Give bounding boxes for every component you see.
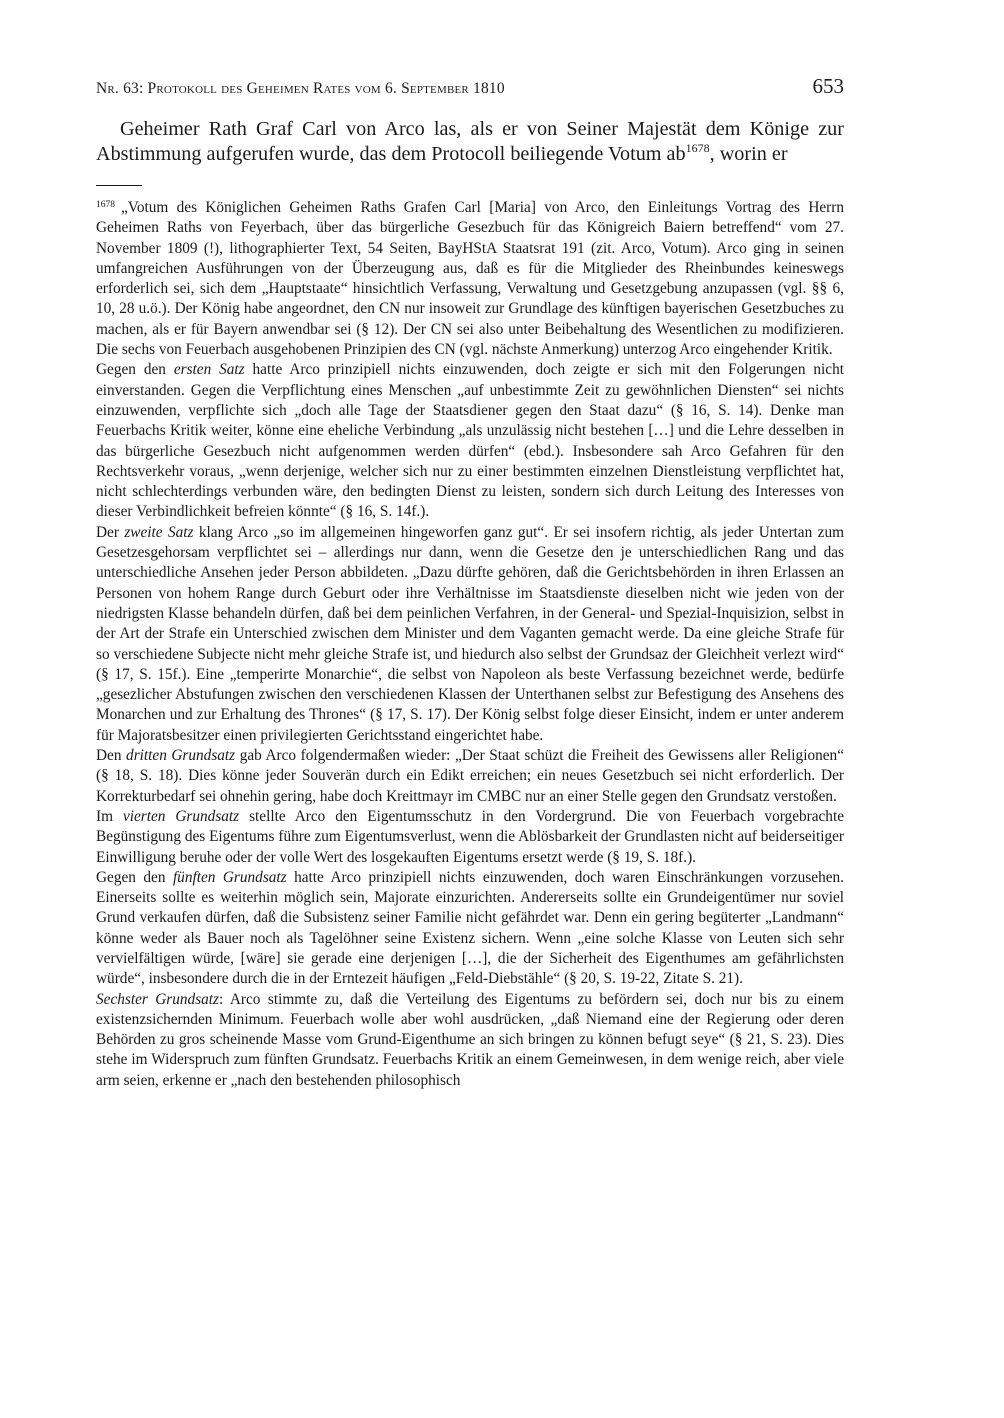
footnote-text: Gegen den bbox=[96, 868, 173, 886]
footnote-paragraph bbox=[96, 868, 844, 990]
footnote-paragraph bbox=[96, 990, 844, 1091]
emphasis: ersten Satz bbox=[173, 361, 245, 379]
footnote-text: „Votum des Königlichen Geheimen Raths Grafen Carl [Maria] von Arco, den Einleitungs Vortrag des Herrn Geheimen Raths von Feyerbach, über das bürgerliche Gesezbuch für das Königreich Baiern betreffend“ vom 27. November 1809 (!), lithographierter Text, 54 Seiten, BayHStA Staatsrat 191 (zit. Arco, Votum). Arco ging in seinen umfangreichen Ausführungen von der Überzeugung aus, daß es für die Mitglieder des Rheinbundes keineswegs erforderlich sei, sich dem „Hauptstaate“ hinsichtlich Verfassung, Verwaltung und Gesetzgebung anzupassen (vgl. §§ 6, 10, 28 u.ö.). Der König habe angeordnet, den CN nur insoweit zur Grundlage des künftigen bayerischen Gesetzbuches zu machen, als er für Bayern anwendbar sei (§ 12). Der CN sei also unter Beibehaltung des Wesentlichen zu modifizieren. Die sechs von Feuerbach ausgehobenen Prinzipien des CN (vgl. nächste Anmerkung) unterzog Arco eingehender Kritik. bbox=[96, 199, 844, 359]
footnote-text: hatte Arco prinzipiell nichts einzuwenden, doch waren Einschränkungen vorzusehen. Einerseits sollte es weiterhin möglich sein, Majorate einzurichten. Andererseits sollte ein Grundeigentümer nur soviel Grund verkaufen dürfen, daß die Subsistenz seiner Familie nicht gefährdet war. Denn ein gering begüterter „Landmann“ könne weder als Bauer noch als Tagelöhner seine Existenz sichern. Wenn „eine solche Klasse von Leuten sich sehr vervielfältigen würde, [wäre] sie gerade eine derjenigen […], die der Sicherheit des Eigenthumes am gefährlichsten würde“, insbesondere durch die in der Erntezeit häufigen „Feld-Diebstähle“ (§ 20, S. 19-22, Zitate S. 21). bbox=[96, 868, 844, 988]
footnote-text: Den bbox=[96, 747, 127, 765]
emphasis: fünften Grundsatz bbox=[172, 868, 287, 886]
footnote-text: Im bbox=[96, 807, 123, 825]
emphasis: dritten Grundsatz bbox=[126, 747, 236, 765]
main-text-after-ref: , worin er bbox=[709, 143, 788, 165]
footnote-text: Gegen den bbox=[96, 361, 174, 379]
footnotes bbox=[96, 198, 844, 1091]
document-page bbox=[96, 74, 844, 1091]
page-header bbox=[96, 74, 844, 100]
footnote-paragraph bbox=[96, 360, 844, 522]
footnote-text: stellte Arco den Eigentumsschutz in den Vordergrund. Die von Feuerbach vorgebrachte Begünstigung des Eigentums führe zum Eigentumsverlust, wenn die Ablösbarkeit der Grundlasten nicht auf beiderseitiger Einwilligung beruhe oder der volle Wert des losgekauften Eigentums ersetzt werde (§ 19, S. 18f.). bbox=[96, 807, 844, 866]
footnote-text: Der bbox=[96, 523, 125, 541]
footnote-paragraph bbox=[96, 198, 844, 360]
footnote-text: gab Arco folgendermaßen wieder: „Der Staat schüzt die Freiheit des Gewissens aller Religionen“ (§ 18, S. 18). Dies könne jeder Souverän durch ein Edikt erreichen; ein neues Gesetzbuch sei nicht erforderlich. Der Korrekturbedarf sei ohnehin gering, habe doch Kreittmayr im CMBC nur an einer Stelle gegen den Grundsatz verstoßen. bbox=[96, 747, 844, 805]
footnote-paragraph bbox=[96, 807, 844, 868]
emphasis: zweite Satz bbox=[124, 523, 194, 541]
emphasis: Sechster Grundsatz bbox=[96, 990, 220, 1008]
running-head: Nr. 63: Protokoll des Geheimen Rates vom 6. September 1810 bbox=[96, 80, 505, 97]
footnote-text: : Arco stimmte zu, daß die Verteilung des Eigentums zu befördern sei, doch nur bis zu einem existenzsichernden Minimum. Feuerbach wolle aber wohl ausdrücken, „daß Niemand eine der Regierung oder deren Behörden zu gros scheinende Masse vom Grund-Eigenthume an sich bringen zu können befugt seye“ (§ 21, S. 23). Dies stehe im Widerspruch zum fünften Grundsatz. Feuerbachs Kritik an einem Gemeinwesen, in dem wenige reich, aber viele arm seien, erkenne er „nach den bestehenden philosophisch bbox=[96, 990, 844, 1089]
page-number: 653 bbox=[812, 74, 844, 98]
emphasis: vierten Grundsatz bbox=[122, 807, 240, 825]
footnote-paragraph bbox=[96, 746, 844, 807]
footnote-text: klang Arco „so im allgemeinen hingeworfen ganz gut“. Er sei insofern richtig, als jeder Untertan zum Gesetzesgehorsam verpflichtet sei – allerdings nur dann, wenn die Gesetze den je unterschiedlichen Rang und das unterschiedliche Ansehen jeder Person abbildeten. „Dazu dürfte gehören, daß die Gerichtsbehörden in ihren Erlassen an Personen von hohem Range durch Geburt oder ihre Verhältnisse im Staatsdienste dieselben nicht wie jeden von der niedrigsten Klasse behandeln dürfen, daß bei dem peinlichen Verfahren, in der General- und Spezial-Inquisizion, selbst in der Art der Strafe ein Unterschied zwischen dem Minister und dem Vaganten gemacht werde. Da eine gleiche Strafe für so verschiedene Subjecte nicht mehr gleiche Strafe ist, und hiedurch also selbst der Grundsaz der Gleichheit verlezt wird“ (§ 17, S. 15f.). Eine „temperirte Monarchie“, die selbst von Napoleon als beste Verfassung bezeichnet werde, bedürfe „gesezlicher Abstufungen zwischen den verschiedenen Klassen der Unterthanen selbst zur Befestigung des Ansehens des Monarchen und zur Erhaltung des Thrones“ (§ 17, S. 17). Der König selbst folge dieser Einsicht, indem er unter anderem für Majoratsbesitzer einen privilegierten Gerichtsstand eingerichtet habe. bbox=[96, 523, 844, 744]
main-paragraph bbox=[96, 117, 844, 167]
footnote-reference: 1678 bbox=[685, 141, 710, 155]
footnote-text: hatte Arco prinzipiell nichts einzuwenden, doch zeigte er sich mit den Folgerungen nicht einverstanden. Gegen die Verpflichtung eines Menschen „auf unbestimmte Zeit zu gewöhnlichen Diensten“ sei nichts einzuwenden, verpflichte sich „doch alle Tage der Staatsdiener gegen den Staat dazu“ (§ 16, S. 14). Denke man Feuerbachs Kritik weiter, könne eine eheliche Verbindung „als unzulässig nicht bestehen […] und die Lehre desselben in das bürgerliche Gesezbuch nicht aufgenommen werden dürfen“ (ebd.). Insbesondere sah Arco Gefahren für den Rechtsverkehr voraus, „wenn derjenige, welcher sich nur zu einer bestimmten einzelnen Dienstleistung verpflichtet hat, nicht schlechterdings verbunden wäre, den bedingten Dienst zu leisten, sondern sich durch Leitung des Interesses von dieser Verbindlichkeit befreien könnte“ (§ 16, S. 14f.). bbox=[96, 361, 844, 521]
footnote-rule bbox=[96, 185, 142, 186]
main-text-before-ref: Geheimer Rath Graf Carl von Arco las, als er von Seiner Majestät dem Könige zur Abstimmung aufgerufen wurde, das dem Protocoll beiliegende Votum ab bbox=[96, 118, 844, 165]
footnote-paragraph bbox=[96, 523, 844, 746]
footnote-number: 1678 bbox=[96, 200, 115, 210]
